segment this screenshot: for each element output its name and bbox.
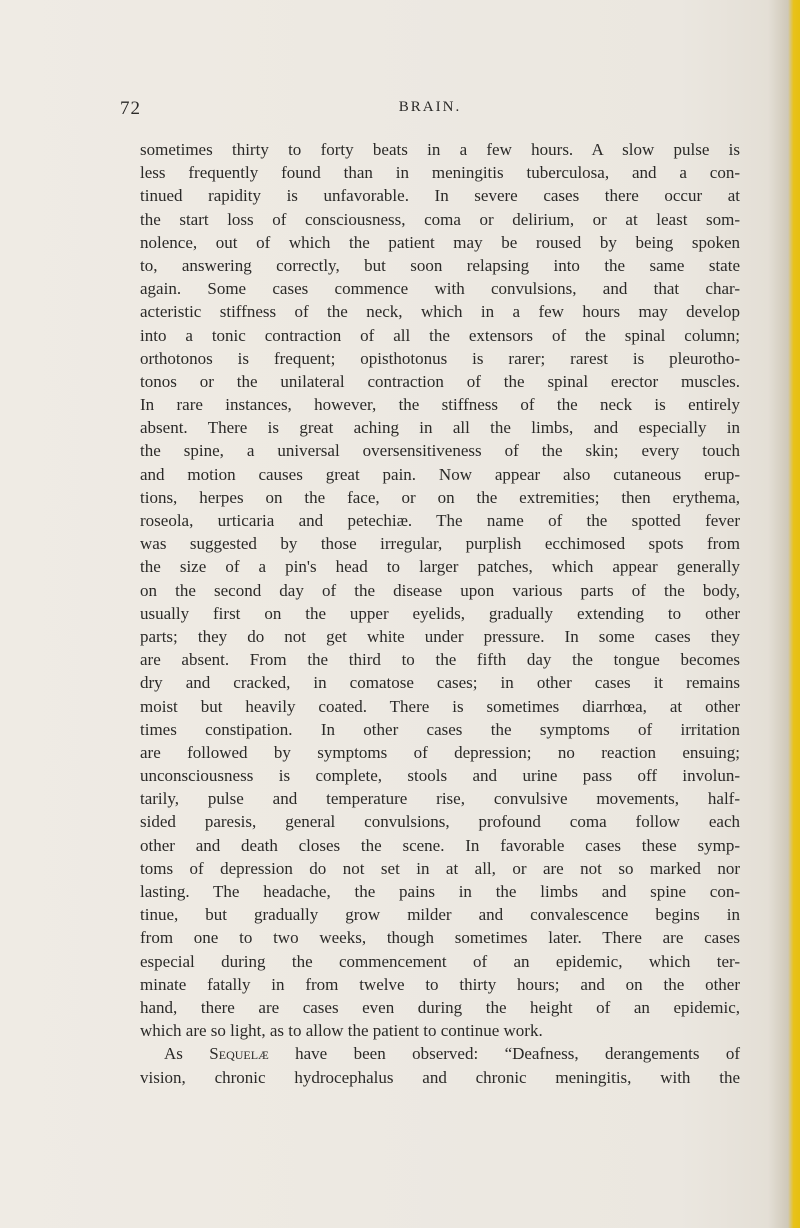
text-line: times constipation. In other cases the symptoms of irritation	[140, 719, 740, 739]
text-line: lasting. The headache, the pains in the limbs and spine con-	[140, 882, 740, 901]
text-line: In rare instances, however, the stiffness of the neck is entirely	[140, 395, 740, 415]
text-line: again. Some cases commence with convulsions, and that char-	[140, 279, 740, 299]
text-line: which are so light, as to allow the patient to continue work.	[140, 1021, 543, 1041]
page-header	[120, 98, 740, 122]
text-line: hand, there are cases even during the height of an epidemic,	[140, 997, 740, 1017]
text-line: was suggested by those irregular, purplish ecchimosed spots from	[140, 534, 740, 554]
text-line: minate fatally in from twelve to thirty hours; and on the other	[140, 974, 740, 994]
text-line: moist but heavily coated. There is sometimes diarrhœa, at other	[140, 696, 740, 716]
text-line: from one to two weeks, though sometimes later. There are cases	[140, 928, 740, 948]
text-line: the size of a pin's head to larger patches, which appear generally	[140, 557, 740, 577]
text-line: on the second day of the disease upon various parts of the body,	[140, 580, 740, 600]
text-line: especial during the commencement of an epidemic, which ter-	[140, 951, 740, 971]
text-line: and motion causes great pain. Now appear also cutaneous erup-	[140, 464, 740, 484]
text-line: roseola, urticaria and petechiæ. The name of the spotted fever	[140, 511, 740, 530]
text-line: less frequently found than in meningitis tuberculosa, and a con-	[140, 163, 740, 183]
text-line: the start loss of consciousness, coma or delirium, or at least som-	[140, 209, 740, 229]
text-line: parts; they do not get white under pressure. In some cases they	[140, 626, 740, 646]
text-line: nolence, out of which the patient may be roused by being spoken	[140, 232, 740, 252]
text-line: unconsciousness is complete, stools and urine pass off involun-	[140, 766, 740, 786]
text-line: other and death closes the scene. In favorable cases these symp-	[140, 835, 740, 855]
text-line: the spine, a universal oversensitiveness of the skin; every touch	[140, 441, 740, 461]
text-line: tinue, but gradually grow milder and convalescence begins in	[140, 905, 740, 925]
text-line: sided paresis, general convulsions, profound coma follow each	[140, 812, 740, 832]
text-line: sometimes thirty to forty beats in a few hours. A slow pulse is	[140, 140, 740, 159]
page-number: 72	[120, 98, 141, 119]
text-line: tions, herpes on the face, or on the extremities; then erythema,	[140, 487, 740, 507]
text-line: orthotonos is frequent; opisthotonus is rarer; rarest is pleurotho-	[140, 348, 740, 368]
text-line: tonos or the unilateral contraction of the spinal erector muscles.	[140, 371, 740, 391]
text-line: into a tonic contraction of all the extensors of the spinal column;	[140, 325, 740, 345]
text-line: are followed by symptoms of depression; no reaction ensuing;	[140, 742, 740, 762]
body-text	[140, 138, 740, 1089]
text-line: acteristic stiffness of the neck, which in a few hours may develop	[140, 302, 740, 322]
text-line: tinued rapidity is unfavorable. In severe cases there occur at	[140, 186, 740, 206]
paragraph-2	[140, 1042, 740, 1088]
text-line	[140, 1042, 740, 1065]
text-line: to, answering correctly, but soon relapsing into the same state	[140, 255, 740, 275]
text-line: usually first on the upper eyelids, gradually extending to other	[140, 603, 740, 623]
running-title: BRAIN.	[398, 99, 462, 115]
lead-in: As	[164, 1044, 183, 1064]
text-line: toms of depression do not set in at all, or are not so marked nor	[140, 858, 740, 878]
text-line: vision, chronic hydrocephalus and chronic meningitis, with the	[140, 1067, 740, 1087]
text-line: tarily, pulse and temperature rise, convulsive movements, half-	[140, 789, 740, 809]
text-line: absent. There is great aching in all the limbs, and especially in	[140, 418, 740, 438]
sequelae-term: Sequelæ	[209, 1044, 269, 1064]
paragraph-1	[140, 138, 740, 1042]
line-rest: have been observed: “Deafness, derangements of	[295, 1044, 740, 1064]
text-line: are absent. From the third to the fifth day the tongue becomes	[140, 650, 740, 670]
text-line: dry and cracked, in comatose cases; in other cases it remains	[140, 673, 740, 693]
